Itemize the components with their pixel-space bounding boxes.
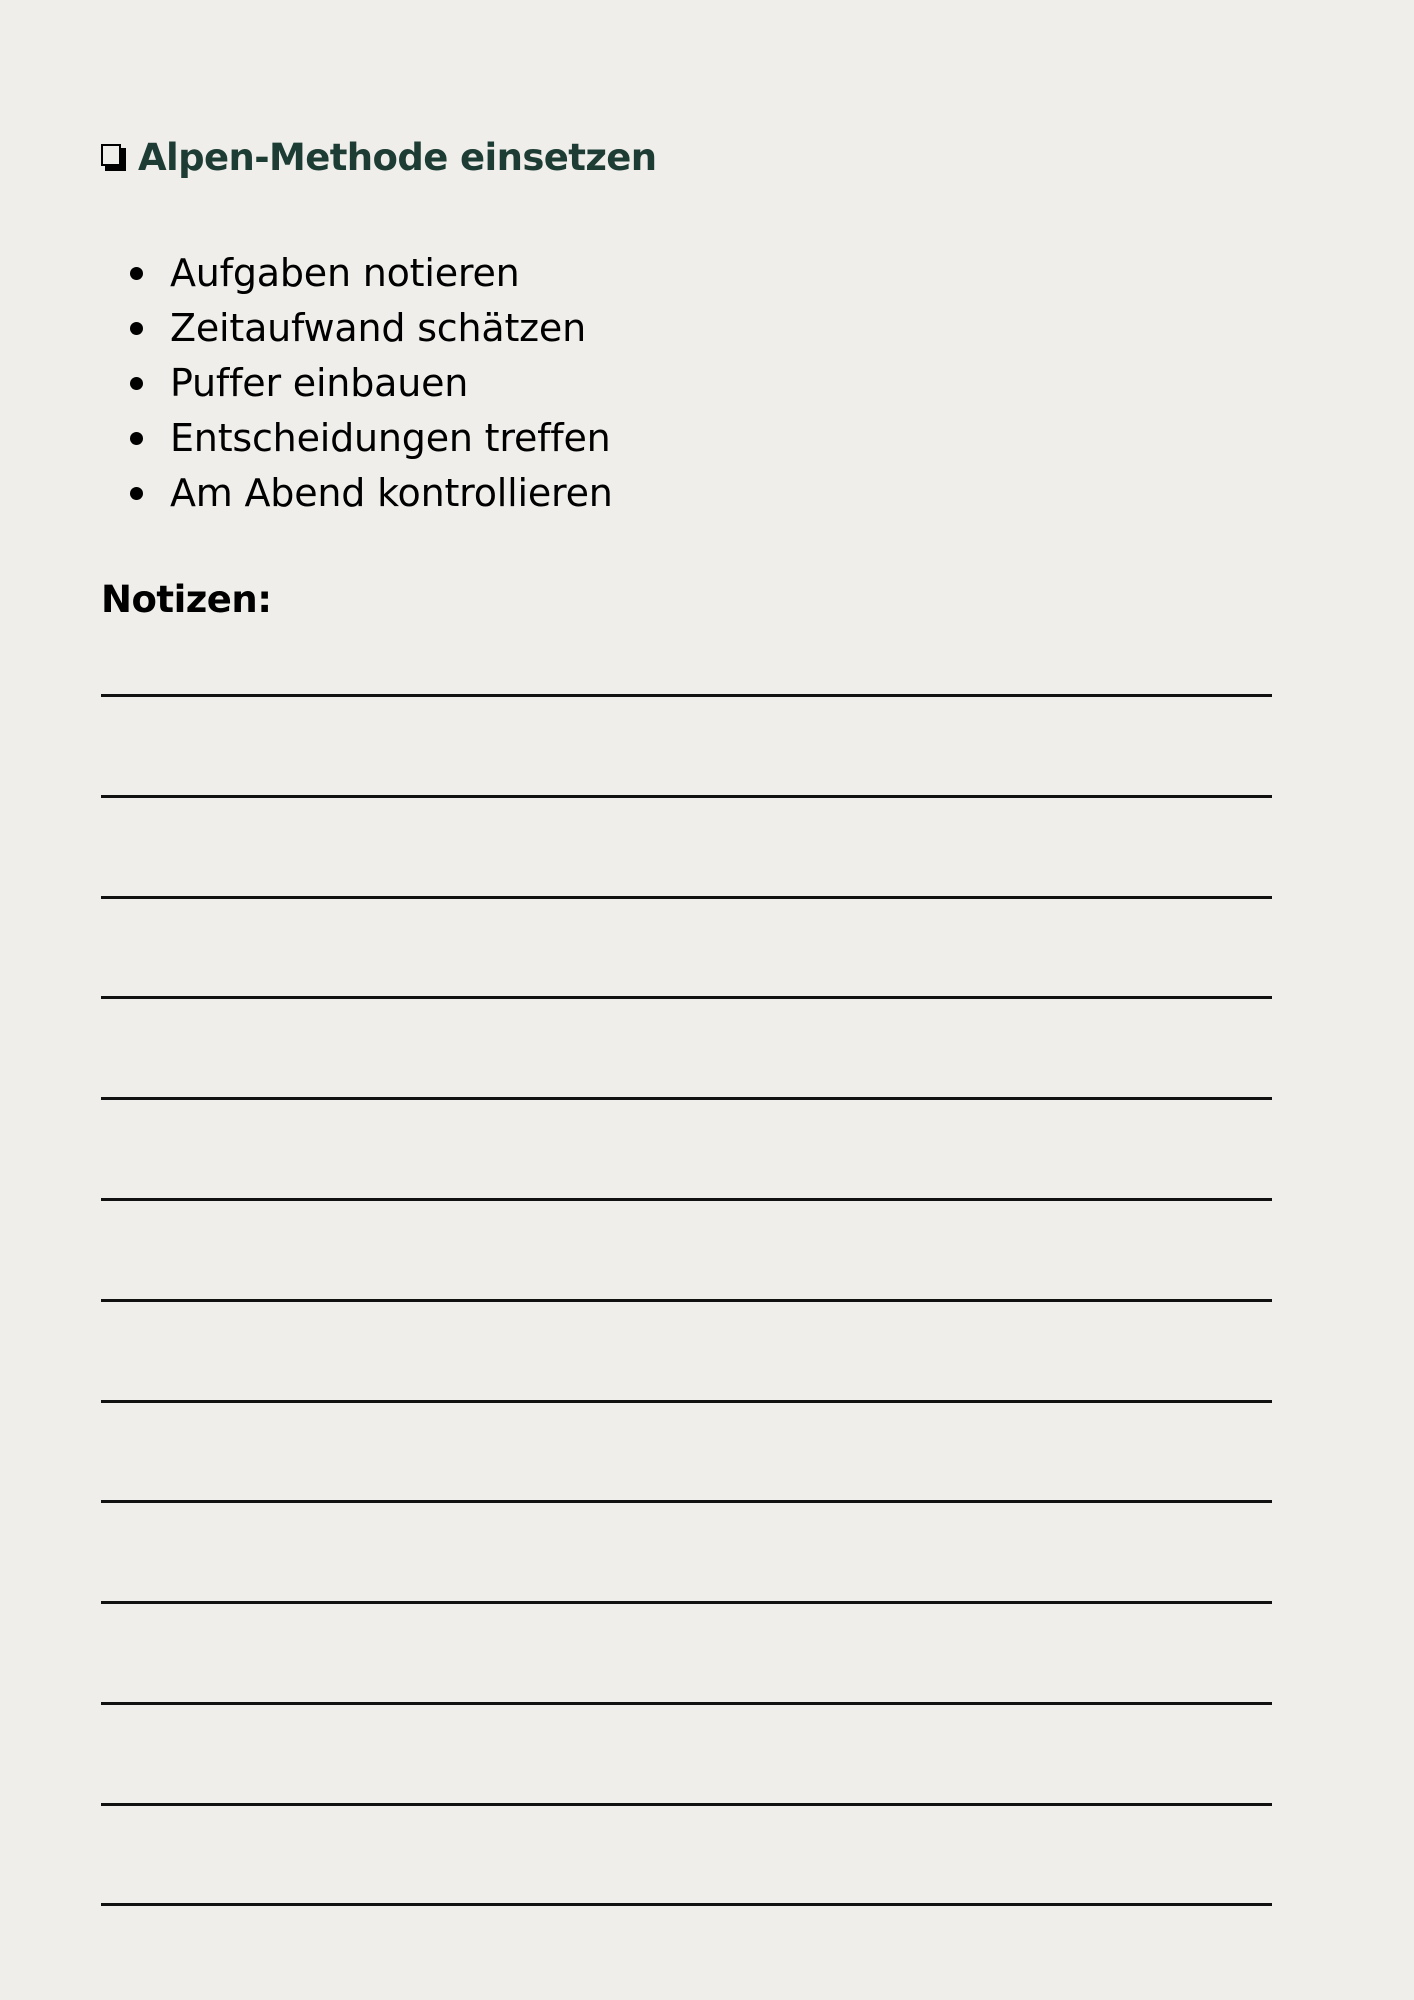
note-line[interactable] bbox=[101, 694, 1272, 697]
note-line[interactable] bbox=[101, 1097, 1272, 1100]
note-line[interactable] bbox=[101, 795, 1272, 798]
note-line[interactable] bbox=[101, 1400, 1272, 1403]
section-heading bbox=[101, 136, 657, 179]
note-line[interactable] bbox=[101, 1299, 1272, 1302]
task-list bbox=[128, 246, 613, 521]
list-item-text: Aufgaben notieren bbox=[170, 251, 520, 295]
list-item bbox=[128, 411, 613, 466]
list-item bbox=[128, 301, 613, 356]
bullet-icon bbox=[130, 322, 143, 335]
note-line[interactable] bbox=[101, 1803, 1272, 1806]
bullet-icon bbox=[130, 487, 143, 500]
list-item bbox=[128, 466, 613, 521]
list-item-text: Entscheidungen treffen bbox=[170, 416, 611, 460]
note-line[interactable] bbox=[101, 1198, 1272, 1201]
note-line[interactable] bbox=[101, 1601, 1272, 1604]
note-line[interactable] bbox=[101, 996, 1272, 999]
note-line[interactable] bbox=[101, 896, 1272, 899]
note-line[interactable] bbox=[101, 1702, 1272, 1705]
note-line[interactable] bbox=[101, 1500, 1272, 1503]
list-item-text: Zeitaufwand schätzen bbox=[170, 306, 586, 350]
bullet-icon bbox=[130, 267, 143, 280]
note-line[interactable] bbox=[101, 1903, 1272, 1906]
section-title: Alpen-Methode einsetzen bbox=[138, 136, 657, 179]
list-item bbox=[128, 246, 613, 301]
list-item bbox=[128, 356, 613, 411]
list-item-text: Puffer einbauen bbox=[170, 361, 469, 405]
notes-label: Notizen: bbox=[101, 578, 272, 621]
checkbox-icon[interactable] bbox=[101, 144, 126, 171]
bullet-icon bbox=[130, 377, 143, 390]
bullet-icon bbox=[130, 432, 143, 445]
list-item-text: Am Abend kontrollieren bbox=[170, 471, 613, 515]
